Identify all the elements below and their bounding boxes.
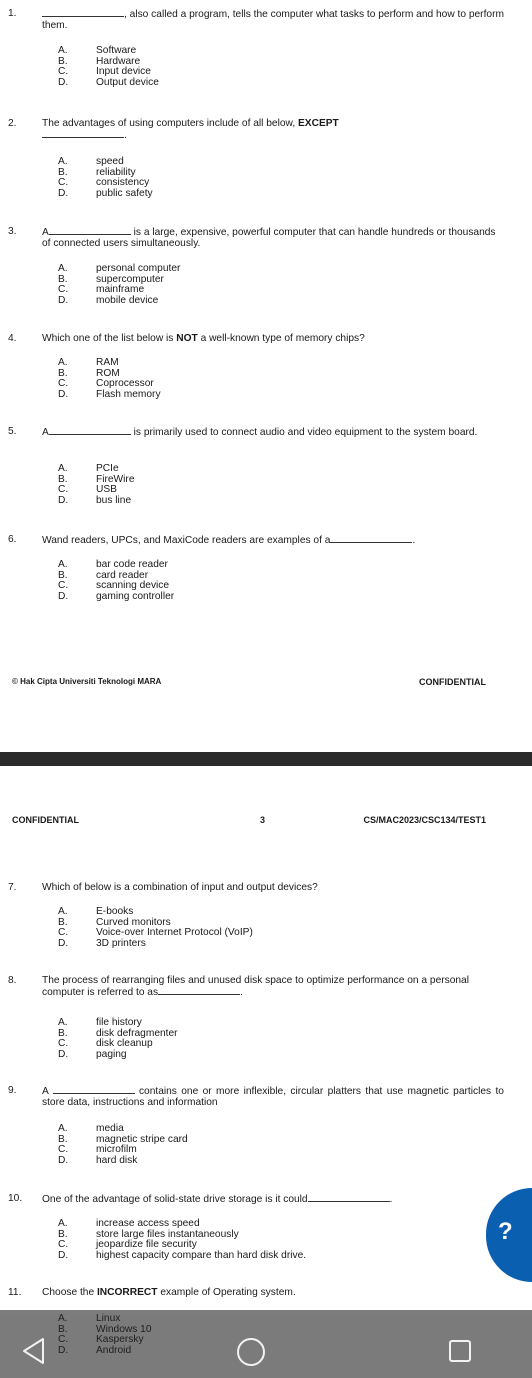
answer-blank: [42, 129, 124, 138]
question-number: 3.: [8, 226, 17, 237]
options-q7: [58, 907, 478, 949]
question-number: 9.: [8, 1085, 17, 1096]
question-text: Which one of the list below is NOT a well-known type of memory chips?: [42, 333, 365, 344]
answer-blank: [49, 226, 131, 235]
option-b: B. Windows 10: [58, 1323, 152, 1335]
options-q6: [58, 560, 478, 602]
option-d: D. Output device: [58, 76, 159, 88]
question-number: 5.: [8, 426, 17, 437]
option-c: C. microfilm: [58, 1144, 137, 1155]
option-b: B. store large files instantaneously: [58, 1228, 239, 1240]
back-icon[interactable]: [21, 1337, 47, 1365]
question-number: 8.: [8, 975, 17, 986]
option-a: A. RAM: [58, 357, 119, 368]
option-b: B. magnetic stripe card: [58, 1133, 188, 1145]
option-c: C. jeopardize file security: [58, 1239, 197, 1250]
option-a: A. increase access speed: [58, 1218, 200, 1229]
option-a: A. personal computer: [58, 263, 181, 274]
confidential-header: CONFIDENTIAL: [12, 815, 79, 825]
answer-blank: [308, 1193, 390, 1202]
copyright-footer: © Hak Cipta Universiti Teknologi MARA: [12, 677, 162, 686]
options-q1: [58, 46, 478, 88]
recent-apps-icon[interactable]: [449, 1340, 471, 1362]
option-c: C. Input device: [58, 66, 151, 77]
assistant-icon: ?: [498, 1218, 513, 1245]
option-b: B. Hardware: [58, 55, 141, 67]
options-q4: [58, 358, 478, 400]
option-a: A. media: [58, 1123, 124, 1134]
option-c: C. Voice-over Internet Protocol (VoIP): [58, 927, 253, 938]
question-text: A is primarily used to connect audio and video equipment to the system board.: [42, 427, 478, 438]
answer-blank: [53, 1085, 135, 1094]
question-number: 2.: [8, 118, 17, 129]
question-number: 11.: [8, 1287, 22, 1298]
options-q8: [58, 1018, 478, 1060]
option-c: C. Kaspersky: [58, 1334, 144, 1345]
option-c: C. Coprocessor: [58, 378, 154, 389]
option-a: A. bar code reader: [58, 559, 168, 570]
test-code: CS/MAC2023/CSC134/TEST1: [363, 815, 486, 825]
question-text: The process of rearranging files and unused disk space to optimize performance on a personal computer is referred to as .: [42, 975, 469, 998]
option-b: B. reliability: [58, 166, 136, 178]
option-b: B. supercomputer: [58, 273, 164, 285]
answer-blank: [49, 426, 131, 435]
answer-blank: [158, 986, 240, 995]
question-text: A is a large, expensive, powerful computer that can handle hundreds or thousands of connected users simultaneously.: [42, 227, 496, 249]
option-a: A. file history: [58, 1017, 142, 1028]
question-text: , also called a program, tells the computer what tasks to perform and how to perform them.: [42, 9, 504, 31]
options-q5: [58, 464, 478, 506]
option-a: A. speed: [58, 156, 124, 167]
option-c: C. disk cleanup: [58, 1038, 153, 1049]
question-text: The advantages of using computers include of all below, EXCEPT .: [42, 118, 339, 141]
option-d: D. gaming controller: [58, 590, 175, 602]
option-c: C. mainframe: [58, 284, 145, 295]
option-d: D. highest capacity compare than hard disk drive.: [58, 1249, 307, 1261]
option-b: B. disk defragmenter: [58, 1027, 178, 1039]
question-text: Which of below is a combination of input and output devices?: [42, 882, 318, 893]
options-q2: [58, 157, 478, 199]
question-text: Choose the INCORRECT example of Operating system.: [42, 1287, 296, 1298]
page-separator: [0, 752, 532, 766]
option-d: D. bus line: [58, 494, 132, 506]
option-d: D. paging: [58, 1048, 127, 1060]
option-a: A. Linux: [58, 1313, 121, 1324]
option-c: C. scanning device: [58, 580, 170, 591]
page-number: 3: [260, 815, 266, 825]
options-q9: [58, 1124, 478, 1166]
option-b: B. FireWire: [58, 473, 135, 485]
options-q3: [58, 264, 478, 306]
options-q11: [58, 1314, 478, 1356]
question-number: 4.: [8, 333, 17, 344]
home-icon[interactable]: [237, 1338, 265, 1366]
question-number: 6.: [8, 534, 17, 545]
option-a: A. PCIe: [58, 463, 119, 474]
option-c: C. consistency: [58, 177, 150, 188]
option-d: D. hard disk: [58, 1154, 138, 1166]
option-d: D. 3D printers: [58, 937, 146, 949]
option-b: B. ROM: [58, 367, 120, 379]
confidential-footer: CONFIDENTIAL: [419, 677, 486, 687]
option-c: C. USB: [58, 484, 117, 495]
option-a: A. Software: [58, 45, 137, 56]
question-text: One of the advantage of solid-state drive storage is it could .: [42, 1194, 393, 1205]
answer-blank: [330, 534, 412, 543]
option-d: D. Android: [58, 1344, 132, 1356]
option-d: D. Flash memory: [58, 388, 161, 400]
question-number: 1.: [8, 8, 17, 19]
option-d: D. public safety: [58, 187, 153, 199]
answer-blank: [42, 8, 124, 17]
option-b: B. Curved monitors: [58, 916, 171, 928]
option-d: D. mobile device: [58, 294, 159, 306]
option-b: B. card reader: [58, 569, 149, 581]
question-text: A contains one or more inflexible, circular platters that use magnetic particles to store data, instructions and information: [42, 1086, 504, 1108]
options-q10: [58, 1219, 478, 1261]
question-number: 10.: [8, 1193, 23, 1204]
question-number: 7.: [8, 882, 17, 893]
question-text: Wand readers, UPCs, and MaxiCode readers are examples of a .: [42, 535, 416, 546]
option-a: A. E-books: [58, 906, 134, 917]
